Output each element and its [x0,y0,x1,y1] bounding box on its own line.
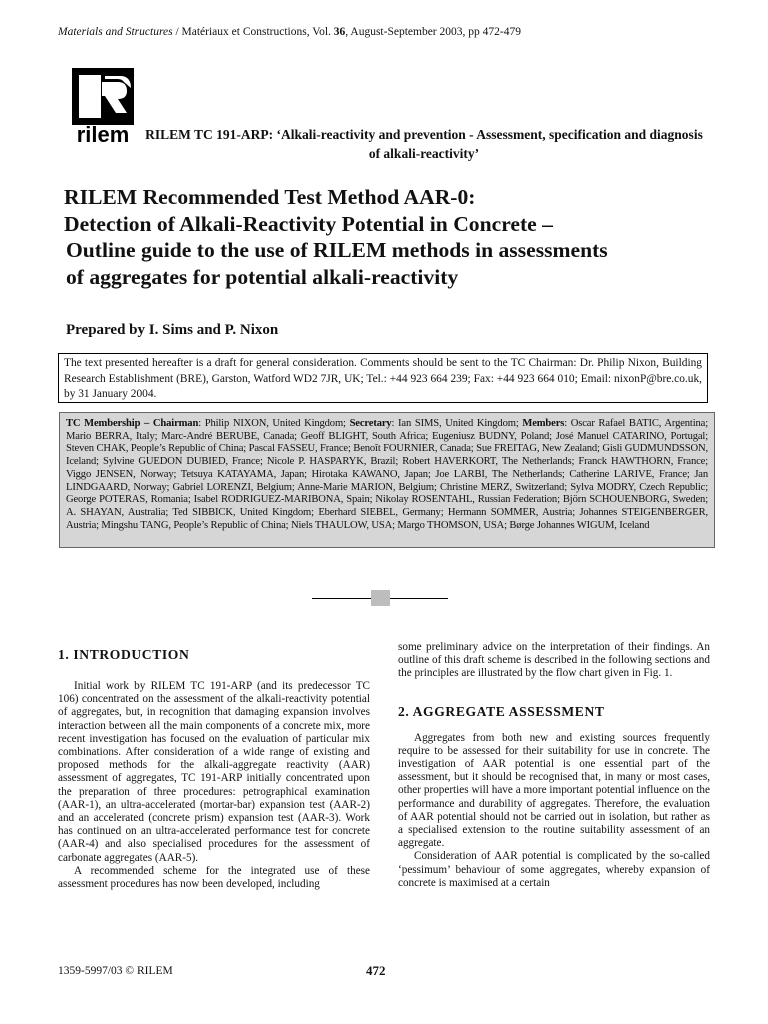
left-column [58,646,370,891]
title-line-4: of aggregates for potential alkali-reactivity [66,264,459,289]
paper-title [64,184,744,290]
issn-footer: 1359-5997/03 © RILEM [58,965,173,977]
membership-box [59,412,715,548]
journal-header [58,24,738,40]
title-line-1: RILEM Recommended Test Method AAR-0: [64,185,476,209]
title-line-3: Outline guide to the use of RILEM methods in assessments [66,238,608,262]
committee-title: RILEM TC 191-ARP: ‘Alkali-reactivity and prevention - Assessment, specification and diagnosis of alkali-reactivity’ [145,127,703,161]
section-divider [312,590,448,606]
right-column [398,641,710,890]
journal-subtitle: / Matériaux et Constructions, Vol. [172,26,334,38]
secretary-label: Secretary [349,418,392,429]
aggregate-paragraph-1: Aggregates from both new and existing sources frequently require to be assessed for their suitability for use in concrete. The investigation of AAR potential is one essential part of the assessment, but it should be recognised that, in many or most cases, other properties will have a more important potential influence on the performance and durability of aggregates. Therefore, the evaluation of AAR potential should not be carried out in isolation, but rather as a specialised extension to the routine suitability assessment of an aggregate. [398,731,710,850]
journal-volume: 36 [333,26,346,38]
journal-name: Materials and Structures [58,26,173,38]
rilem-logo-icon [72,68,134,144]
introduction-heading: 1. INTRODUCTION [58,647,190,662]
title-line-2: Detection of Alkali-Reactivity Potential in Concrete – [64,211,553,236]
draft-note-box: The text presented hereafter is a draft for general consideration. Comments should be sent to the TC Chairman: Dr. Philip Nixon, Building Research Establishment (BRE), Garston, Watford WD2 7JR, UK; Tel.: +44 923 664 239; Fax: +44 923 664 010; Email: nixonP@bre.co.uk, by 31 January 2004. [58,353,708,403]
journal-issue: , August-September 2003, pp 472-479 [345,26,521,38]
authors: Prepared by I. Sims and P. Nixon [66,322,279,338]
introduction-paragraph-2: A recommended scheme for the integrated use of these assessment procedures has now been developed, including [58,864,370,891]
members-list: : Oscar Rafael BATIC, Argentina; Mario BERRA, Italy; Marc-André BERUBE, Canada; Geoff BLIGHT, South Africa; Eugeniusz BUDNY, Poland; José Manuel CATARINO, Portugal; Steven CHAK, People’s Republic of China; Pascal FASSEU, France; Benoît FOURNIER, Canada; Sue FREITAG, New Zealand; Gisli GUDMUNDSSON, Iceland; Sylvine GUEDON DUBIED, France; Nicole P. HASPARYK, Brazil; Robert HAVERKORT, The Netherlands; Franck HAWTHORN, France; Viggo JENSEN, Norway; Tetsuya KATAYAMA, Japan; Hirotaka KAWANO, Japan; Joe LARBI, The Netherlands; Catherine LARIVE, France; Jan LINDGAARD, Norway; Gabriel LORENZI, Belgium; Anne-Marie MARION, Belgium; Christine MERZ, Switzerland; Sylva MODRY, Czech Republic; George POTERAS, Romania; Isabel RODRIGUEZ-MARIBONA, Spain; Nikolay ROSENTAHL, Russian Federation; Björn SCHOUENBORG, Sweden; A. SHAYAN, Australia; Ted SIBBICK, United Kingdom; Eberhard SIEBEL, Germany; Hermann SOMMER, Austria; Johannes STEIGENBERGER, Austria; Mingshu TANG, People’s Republic of China; Niels THAULOW, USA; Margo THOMSON, USA; Børge Johannes WIGUM, Iceland [66,418,708,531]
chairman-label: TC Membership – Chairman [66,418,199,429]
divider-square [371,590,390,606]
aggregate-assessment-heading: 2. AGGREGATE ASSESSMENT [398,703,605,719]
rilem-logo-text: rilem [76,122,130,144]
chairman-name: : Philip NIXON, United Kingdom; [198,418,350,429]
members-label: Members [522,418,565,429]
secretary-name: : Ian SIMS, United Kingdom; [391,418,523,429]
introduction-paragraph-1: Initial work by RILEM TC 191-ARP (and its predecessor TC 106) concentrated on the assessment of the alkali-reactivity potential of aggregates, but, in recognition that damaging expansion involves interaction between all the main components of a concrete mix, more recent investigation has focused on the evaluation of particular mix combinations. After consideration of a wide range of existing and proposed methods for the alkali-aggregate reactivity (AAR) assessment of aggregates, TC 191-ARP initially concentrated upon the preparation of three procedures: petrographical examination (AAR-1), an ultra-accelerated (mortar-bar) expansion test (AAR-2) and an accelerated (concrete prism) expansion test (AAR-3). Work has continued on an ultra-accelerated performance test for concrete (AAR-4) and also specialised procedures for the assessment of carbonate aggregates (AAR-5). [58,680,370,864]
aggregate-paragraph-2: Consideration of AAR potential is complicated by the so-called ‘pessimum’ behaviour of some aggregates, whereby expansion of concrete is maximised at a certain [398,850,710,889]
page-number: 472 [366,963,386,978]
introduction-continued: some preliminary advice on the interpretation of their findings. An outline of this draft scheme is described in the following sections and the principles are illustrated by the flow chart given in Fig. 1. [398,641,710,680]
